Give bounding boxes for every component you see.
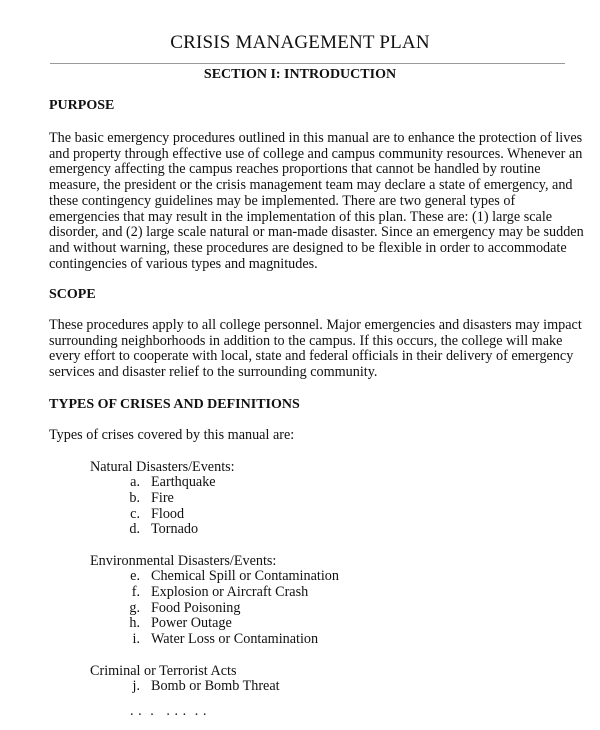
- list-item-text: Water Loss or Contamination: [151, 631, 319, 648]
- list-marker: e.: [130, 568, 140, 584]
- crisis-group-label: Natural Disasters/Events:: [90, 459, 235, 475]
- list-item-text: Food Poisoning: [151, 599, 241, 616]
- list-marker: a.: [130, 474, 140, 490]
- scope-paragraph: [49, 317, 582, 381]
- list-marker: f.: [131, 583, 140, 600]
- paragraph-line: emergencies that may result in the implementation of this plan. These are: (1) large scale: [49, 208, 553, 225]
- list-item-text: Power Outage: [151, 615, 232, 632]
- paragraph-line: and without warning, these procedures are designed to be flexible in order to accommodate: [49, 239, 567, 256]
- list-marker: c.: [130, 505, 140, 522]
- scope-heading: SCOPE: [49, 287, 96, 302]
- crisis-group-label: Environmental Disasters/Events:: [90, 553, 277, 569]
- paragraph-line: services and disaster relief to the surrounding community.: [49, 364, 378, 381]
- paragraph-line: These procedures apply to all college personnel. Major emergencies and disasters may impact: [49, 317, 582, 333]
- list-item-text: Bomb or Bomb Threat: [151, 678, 280, 694]
- list-item-text: Flood: [151, 505, 185, 522]
- title-divider: [50, 63, 565, 64]
- paragraph-line: and property through effective use of college and campus community resources. Whenever an: [49, 145, 583, 162]
- purpose-paragraph: [49, 130, 584, 272]
- paragraph-line: contingencies of various types and magnitudes.: [49, 255, 318, 272]
- paragraph-line: these contingency guidelines may be implemented. There are two general types of: [49, 192, 516, 209]
- section-heading: SECTION I: INTRODUCTION: [203, 67, 397, 82]
- purpose-heading: PURPOSE: [49, 98, 115, 113]
- list-marker: j.: [132, 678, 140, 694]
- list-marker: h.: [129, 615, 140, 632]
- paragraph-line: emergency affecting the campus reaches proportions that cannot be handled by routine: [49, 161, 541, 178]
- list-item-text: Tornado: [151, 521, 199, 538]
- paragraph-line: every effort to cooperate with local, state and federal officials in their delivery of emergency: [49, 348, 574, 365]
- list-item-text: Chemical Spill or Contamination: [151, 568, 339, 584]
- paragraph-line: surrounding neighborhoods in addition to the campus. If this occurs, the college will make: [49, 332, 563, 349]
- list-item-text: Earthquake: [151, 474, 216, 490]
- list-marker: i.: [132, 631, 140, 648]
- crisis-group-label: Criminal or Terrorist Acts: [90, 663, 237, 679]
- list-marker: d.: [129, 521, 140, 538]
- types-heading: TYPES OF CRISES AND DEFINITIONS: [49, 397, 300, 412]
- cropped-text-line: . . . . . . . .: [130, 703, 207, 719]
- list-marker: g.: [129, 599, 140, 616]
- paragraph-line: measure, the president or the crisis management team may declare a state of emergency, and: [49, 177, 573, 194]
- paragraph-line: disorder, and (2) large scale natural or man-made disaster. Since an emergency may be sudden: [49, 224, 584, 241]
- list-item-text: Fire: [151, 489, 174, 506]
- paragraph-line: The basic emergency procedures outlined in this manual are to enhance the protection of lives: [49, 130, 583, 146]
- list-marker: b.: [129, 489, 140, 506]
- document-title: CRISIS MANAGEMENT PLAN: [170, 32, 430, 53]
- list-item-text: Explosion or Aircraft Crash: [151, 583, 309, 600]
- types-intro: Types of crises covered by this manual are:: [49, 427, 295, 443]
